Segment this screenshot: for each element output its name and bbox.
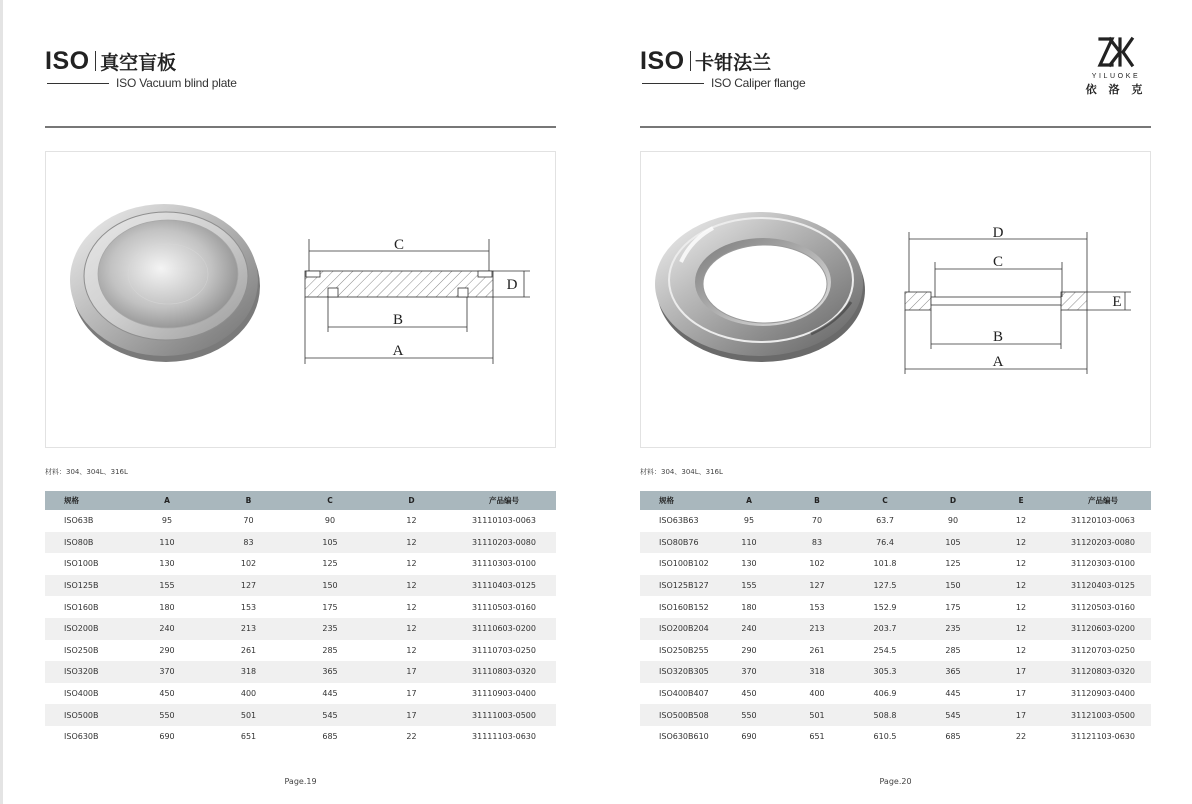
cell-spec: ISO80B: [45, 532, 126, 554]
cell-dimension: 63.7: [876, 516, 894, 526]
table-row: [45, 640, 556, 662]
cell-dimension: 101.8: [873, 559, 897, 569]
cell-spec: ISO100B102: [659, 559, 709, 569]
column-header-spec: 规格: [640, 491, 715, 510]
cell-spec: ISO160B152: [659, 602, 709, 612]
cell-dimension: 213: [783, 618, 851, 640]
column-header-a: A: [715, 491, 783, 510]
cell-spec: ISO160B: [64, 602, 99, 612]
cell-dimension: 127.5: [851, 575, 919, 597]
cell-dimension: 105: [289, 532, 371, 554]
cell-dimension: 130: [159, 559, 175, 569]
cell-spec: ISO400B407: [659, 689, 709, 699]
caliper-flange-photo: [655, 212, 865, 362]
title-cn: 真空盲板: [100, 51, 177, 74]
page-right: [640, 0, 1150, 804]
cell-dimension: 445: [322, 689, 338, 699]
cell-dimension: 12: [406, 516, 417, 526]
cell-dimension: 240: [715, 618, 783, 640]
title-divider: [690, 51, 692, 71]
cell-dimension: 685: [322, 732, 338, 742]
cell-dimension: 445: [945, 689, 961, 699]
dimension-label-a: A: [392, 343, 404, 359]
brand-logo: [1085, 36, 1147, 98]
page-title: [45, 46, 176, 76]
product-figure: [45, 151, 556, 448]
cell-product-code: 31120103-0063: [1071, 516, 1135, 526]
product-figure: [640, 151, 1151, 448]
cell-product-code: 31120703-0250: [1071, 645, 1135, 655]
cell-spec: ISO125B: [45, 575, 126, 597]
page-title: [640, 46, 771, 76]
subtitle: ISO Caliper flange: [711, 76, 806, 90]
column-header-a: A: [126, 491, 208, 510]
cell-dimension: 70: [243, 516, 254, 526]
column-header-c: C: [289, 491, 371, 510]
cell-product-code: 31110603-0200: [452, 618, 556, 640]
brand-name-cn: 依 洛 克: [1085, 83, 1147, 96]
table-row: [640, 704, 1151, 726]
column-header-d: D: [371, 491, 452, 510]
cell-dimension: 12: [1015, 516, 1027, 526]
table-row: [45, 683, 556, 705]
cell-spec: ISO200B204: [640, 618, 715, 640]
cell-dimension: 175: [945, 602, 961, 612]
dimension-label-c: C: [393, 237, 405, 253]
cell-dimension: 235: [919, 618, 987, 640]
table-row: [45, 553, 556, 575]
cell-dimension: 155: [715, 575, 783, 597]
cell-dimension: 76.4: [851, 532, 919, 554]
cell-dimension: 610.5: [873, 732, 897, 742]
cell-spec: ISO80B76: [640, 532, 715, 554]
cell-dimension: 213: [208, 618, 289, 640]
dimension-label-d: D: [506, 277, 518, 293]
cell-dimension: 406.9: [873, 689, 897, 699]
cell-dimension: 285: [322, 645, 338, 655]
cell-dimension: 83: [208, 532, 289, 554]
cell-dimension: 400: [809, 689, 825, 699]
cell-dimension: 400: [240, 689, 257, 699]
dimension-label-c: C: [992, 254, 1004, 270]
cell-dimension: 12: [1015, 559, 1027, 569]
table-row: [45, 510, 556, 532]
cell-dimension: 102: [809, 559, 825, 569]
cell-dimension: 261: [809, 645, 825, 655]
dimension-label-d: D: [992, 225, 1004, 241]
cell-dimension: 290: [159, 645, 175, 655]
blind-plate-dimension-labels: [393, 237, 518, 359]
cell-dimension: 95: [743, 516, 755, 526]
cell-dimension: 365: [289, 661, 371, 683]
table-row: [640, 553, 1151, 575]
cell-dimension: 125: [322, 559, 338, 569]
cell-product-code: 31120803-0320: [1055, 661, 1151, 683]
page-number: Page.19: [284, 777, 317, 786]
cell-spec: ISO200B: [45, 618, 126, 640]
cell-product-code: 31111103-0630: [472, 732, 536, 742]
cell-product-code: 31120403-0125: [1055, 575, 1151, 597]
title-cn: 卡钳法兰: [695, 51, 772, 74]
cell-dimension: 17: [371, 704, 452, 726]
column-header-product-code: 产品编号: [1055, 491, 1151, 510]
cell-spec: ISO320B: [45, 661, 126, 683]
cell-dimension: 110: [126, 532, 208, 554]
cell-dimension: 545: [919, 704, 987, 726]
cell-product-code: 31110103-0063: [472, 516, 536, 526]
cell-product-code: 31110503-0160: [472, 602, 536, 612]
dimension-label-e: E: [1112, 294, 1122, 310]
cell-spec: ISO250B255: [659, 645, 709, 655]
cell-spec: ISO400B: [64, 689, 99, 699]
cell-dimension: 17: [406, 689, 417, 699]
column-header-d: D: [919, 491, 987, 510]
cell-dimension: 153: [240, 602, 257, 612]
cell-dimension: 550: [715, 704, 783, 726]
cell-product-code: 31110703-0250: [472, 645, 536, 655]
cell-dimension: 370: [715, 661, 783, 683]
table-row: [45, 596, 556, 618]
cell-dimension: 690: [741, 732, 757, 742]
table-row: [640, 618, 1151, 640]
cell-spec: ISO250B: [64, 645, 99, 655]
cell-dimension: 508.8: [851, 704, 919, 726]
subtitle-row: [642, 76, 805, 90]
table-row: [640, 640, 1151, 662]
cell-dimension: 70: [811, 516, 823, 526]
cell-product-code: 31111003-0500: [452, 704, 556, 726]
table-row: [640, 726, 1151, 748]
dimension-label-a: A: [992, 354, 1004, 370]
table-header-row: [45, 491, 556, 510]
table-row: [640, 575, 1151, 597]
table-row: [640, 661, 1151, 683]
header-rule: [640, 126, 1151, 128]
cell-dimension: 12: [371, 575, 452, 597]
cell-dimension: 450: [159, 689, 175, 699]
cell-dimension: 127: [208, 575, 289, 597]
page-left: [45, 0, 555, 804]
cell-dimension: 150: [289, 575, 371, 597]
cell-spec: ISO500B: [45, 704, 126, 726]
cell-dimension: 365: [919, 661, 987, 683]
cell-dimension: 545: [289, 704, 371, 726]
cell-dimension: 370: [126, 661, 208, 683]
cell-dimension: 153: [809, 602, 825, 612]
cell-dimension: 152.9: [873, 602, 897, 612]
cell-dimension: 12: [1015, 602, 1027, 612]
cell-dimension: 155: [126, 575, 208, 597]
material-note: 材料：304、304L、316L: [640, 468, 723, 476]
cell-dimension: 180: [159, 602, 175, 612]
cell-dimension: 105: [919, 532, 987, 554]
cell-dimension: 550: [126, 704, 208, 726]
cell-dimension: 261: [240, 645, 257, 655]
cell-dimension: 501: [783, 704, 851, 726]
column-header-spec: 规格: [45, 491, 126, 510]
header-rule: [45, 126, 556, 128]
subtitle-line: [47, 83, 109, 84]
cell-dimension: 130: [741, 559, 757, 569]
cell-dimension: 102: [240, 559, 257, 569]
brand-name-en: YILUOKE: [1091, 73, 1141, 80]
column-header-b: B: [208, 491, 289, 510]
cell-dimension: 83: [783, 532, 851, 554]
cell-dimension: 12: [371, 532, 452, 554]
cell-dimension: 22: [406, 732, 417, 742]
table-row: [640, 532, 1151, 554]
cell-dimension: 90: [947, 516, 959, 526]
caliper-flange-illustration: [641, 152, 1150, 447]
cell-dimension: 125: [945, 559, 961, 569]
cell-product-code: 31110403-0125: [452, 575, 556, 597]
column-header-c: C: [851, 491, 919, 510]
table-row: [45, 704, 556, 726]
column-header-e: E: [987, 491, 1055, 510]
cell-dimension: 12: [1015, 645, 1027, 655]
cell-spec: ISO500B508: [640, 704, 715, 726]
cell-dimension: 318: [208, 661, 289, 683]
table-row: [640, 683, 1151, 705]
cell-dimension: 95: [161, 516, 173, 526]
cell-product-code: 31110303-0100: [472, 559, 536, 569]
blind-plate-illustration: [46, 152, 555, 447]
cell-dimension: 12: [371, 618, 452, 640]
spec-table: [640, 491, 1151, 748]
subtitle-line: [642, 83, 704, 84]
column-header-b: B: [783, 491, 851, 510]
cell-product-code: 31110203-0080: [452, 532, 556, 554]
cell-dimension: 90: [324, 516, 336, 526]
cell-dimension: 110: [715, 532, 783, 554]
cell-product-code: 31110903-0400: [472, 689, 536, 699]
cell-product-code: 31120903-0400: [1071, 689, 1135, 699]
cell-spec: ISO63B: [64, 516, 94, 526]
table-row: [640, 510, 1151, 532]
cell-spec: ISO63B63: [659, 516, 699, 526]
dimension-label-b: B: [992, 329, 1004, 345]
table-row: [640, 596, 1151, 618]
subtitle: ISO Vacuum blind plate: [116, 76, 237, 90]
cell-dimension: 12: [406, 602, 417, 612]
table-row: [45, 726, 556, 748]
cell-dimension: 22: [1015, 732, 1027, 742]
cell-dimension: 175: [322, 602, 338, 612]
page-edge: [0, 0, 3, 804]
dimension-label-b: B: [392, 312, 404, 328]
cell-dimension: 240: [126, 618, 208, 640]
cell-spec: ISO100B: [64, 559, 99, 569]
table-row: [45, 661, 556, 683]
cell-dimension: 12: [987, 575, 1055, 597]
page-number: Page.20: [879, 777, 912, 786]
caliper-flange-drawing: [905, 232, 1131, 374]
brand-logo-mark: [1096, 36, 1136, 68]
title-divider: [95, 51, 97, 71]
title-iso: ISO: [640, 46, 685, 75]
table-header-row: [640, 491, 1151, 510]
cell-dimension: 685: [945, 732, 961, 742]
cell-dimension: 17: [1015, 689, 1027, 699]
cell-spec: ISO125B127: [640, 575, 715, 597]
cell-dimension: 180: [741, 602, 757, 612]
cell-product-code: 31120303-0100: [1071, 559, 1135, 569]
cell-spec: ISO320B305: [640, 661, 715, 683]
table-row: [45, 532, 556, 554]
title-iso: ISO: [45, 46, 90, 75]
column-header-product-code: 产品编号: [452, 491, 556, 510]
cell-dimension: 150: [919, 575, 987, 597]
blind-plate-drawing: [305, 239, 530, 364]
cell-dimension: 17: [987, 661, 1055, 683]
cell-dimension: 203.7: [851, 618, 919, 640]
cell-dimension: 305.3: [851, 661, 919, 683]
spec-table: [45, 491, 556, 748]
table-row: [45, 575, 556, 597]
cell-product-code: 31110803-0320: [452, 661, 556, 683]
cell-product-code: 31120503-0160: [1071, 602, 1135, 612]
cell-dimension: 651: [809, 732, 825, 742]
cell-dimension: 12: [987, 618, 1055, 640]
cell-product-code: 31121003-0500: [1055, 704, 1151, 726]
cell-dimension: 12: [406, 559, 417, 569]
cell-dimension: 235: [289, 618, 371, 640]
cell-dimension: 690: [159, 732, 175, 742]
cell-product-code: 31120603-0200: [1055, 618, 1151, 640]
cell-spec: ISO630B610: [659, 732, 709, 742]
subtitle-row: [47, 76, 237, 90]
material-note: 材料：304、304L、316L: [45, 468, 128, 476]
cell-dimension: 651: [240, 732, 257, 742]
cell-dimension: 17: [987, 704, 1055, 726]
cell-dimension: 12: [987, 532, 1055, 554]
cell-product-code: 31120203-0080: [1055, 532, 1151, 554]
cell-dimension: 501: [208, 704, 289, 726]
cell-dimension: 254.5: [873, 645, 897, 655]
cell-dimension: 12: [406, 645, 417, 655]
cell-dimension: 285: [945, 645, 961, 655]
cell-dimension: 290: [741, 645, 757, 655]
cell-dimension: 450: [741, 689, 757, 699]
cell-spec: ISO630B: [64, 732, 99, 742]
cell-dimension: 127: [783, 575, 851, 597]
cell-product-code: 31121103-0630: [1071, 732, 1135, 742]
cell-dimension: 318: [783, 661, 851, 683]
table-row: [45, 618, 556, 640]
cell-dimension: 17: [371, 661, 452, 683]
blind-plate-photo: [70, 204, 260, 362]
